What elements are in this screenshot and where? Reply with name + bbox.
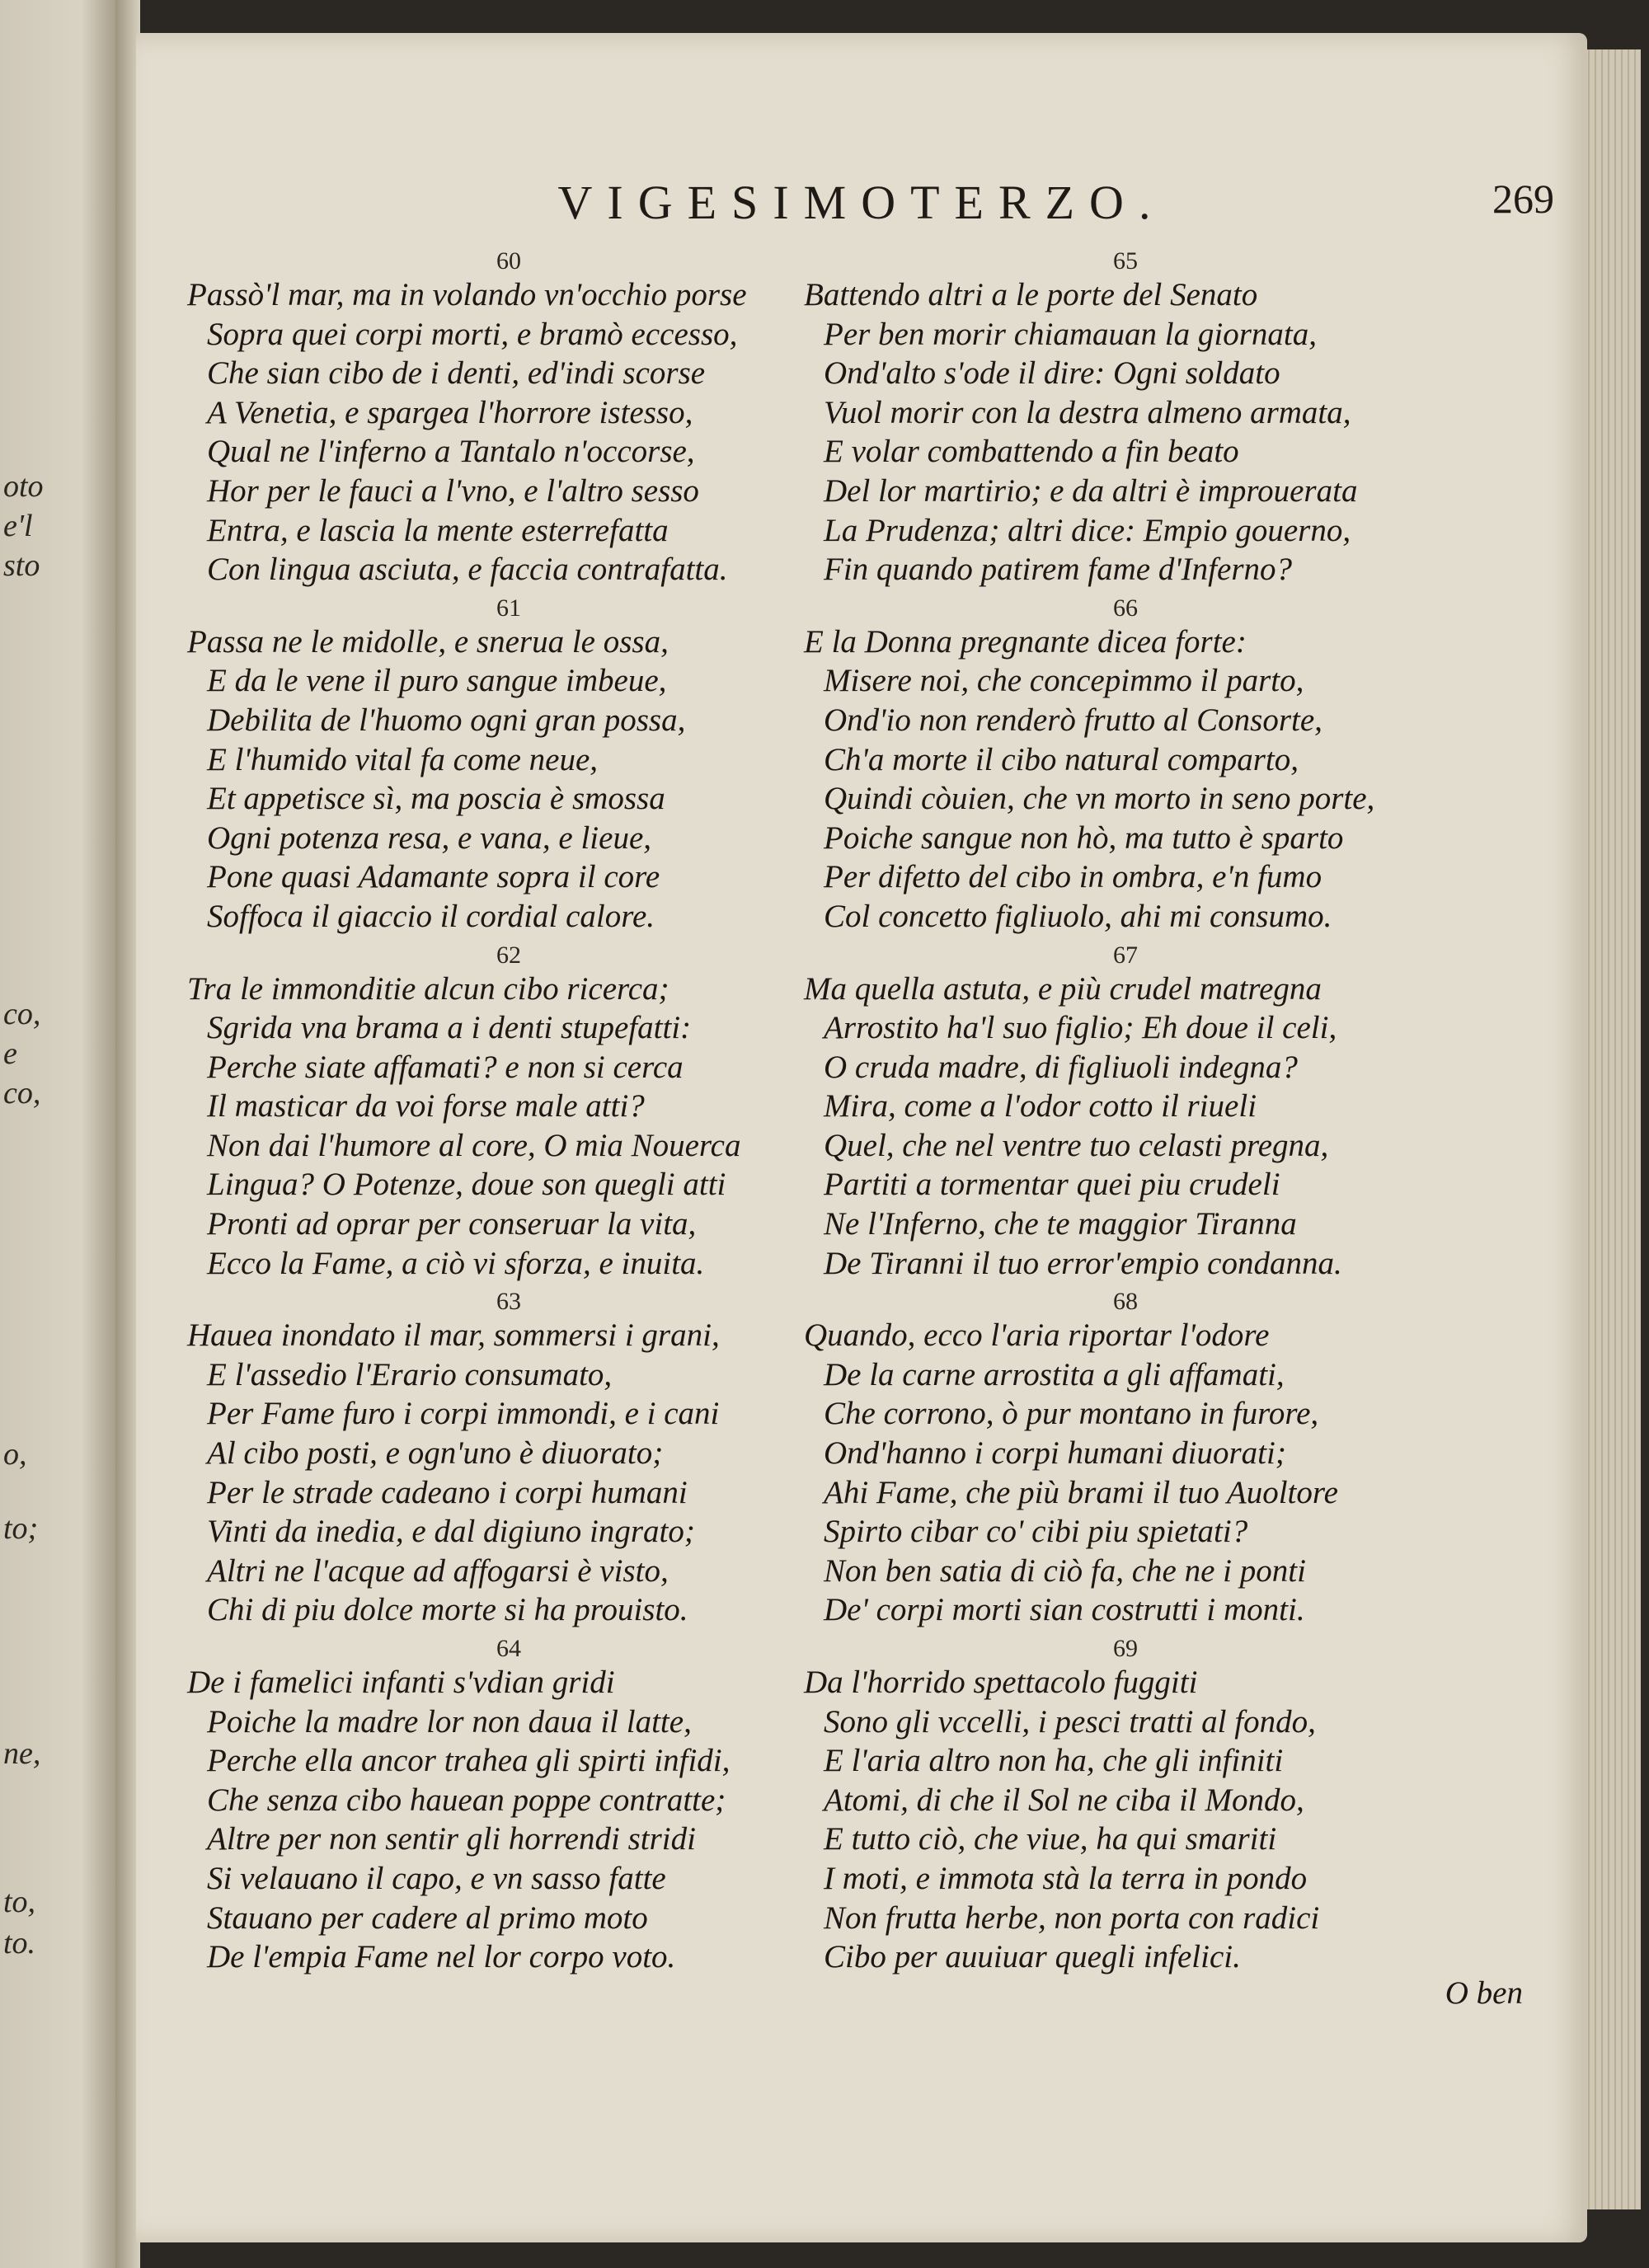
verse-line: Entra, e lascia la mente esterrefatta bbox=[207, 512, 669, 548]
verse-line: Ne l'Inferno, che te maggior Tiranna bbox=[824, 1206, 1297, 1242]
verse-line: Pone quasi Adamante sopra il core bbox=[207, 859, 660, 895]
facing-page-fragment: sto bbox=[3, 548, 40, 583]
verse-line: Per difetto del cibo in ombra, e'n fumo bbox=[824, 859, 1322, 895]
verse-line: Che sian cibo de i denti, ed'indi scorse bbox=[207, 355, 706, 392]
verse-line: Misere noi, che concepimmo il parto, bbox=[824, 663, 1304, 699]
verse-line: Il masticar da voi forse male atti? bbox=[207, 1088, 645, 1125]
catchword: O ben bbox=[1445, 1975, 1523, 2011]
verse-line: Sgrida vna brama a i denti stupefatti: bbox=[207, 1010, 692, 1046]
verse-line: Ch'a morte il cibo natural comparto, bbox=[824, 741, 1299, 777]
verse-line: Partiti a tormentar quei piu crudeli bbox=[824, 1167, 1280, 1203]
verse-line: Non frutta herbe, non porta con radici bbox=[824, 1899, 1320, 1936]
verse-line: Per le strade cadeano i corpi humani bbox=[207, 1474, 688, 1510]
verse-line: Cibo per auuiuar quegli infelici. bbox=[824, 1939, 1241, 1975]
verse-line: O cruda madre, di figliuoli indegna? bbox=[824, 1049, 1298, 1085]
facing-page-fragment: to; bbox=[3, 1511, 39, 1546]
verse-line: Passò'l mar, ma in volando vn'occhio porse bbox=[187, 277, 747, 312]
verse-line: Chi di piu dolce morte si ha prouisto. bbox=[207, 1592, 688, 1628]
stanza-number: 66 bbox=[1113, 594, 1138, 622]
verse-line: Quel, che nel ventre tuo celasti pregna, bbox=[824, 1127, 1329, 1163]
verse-line: Atomi, di che il Sol ne ciba il Mondo, bbox=[824, 1782, 1304, 1818]
verse-line: De la carne arrostita a gli affamati, bbox=[824, 1356, 1285, 1392]
verse-line: Per ben morir chiamauan la giornata, bbox=[824, 316, 1317, 352]
verse-line: De l'empia Fame nel lor corpo voto. bbox=[207, 1939, 676, 1975]
stanza bbox=[187, 941, 830, 1284]
left-column bbox=[187, 247, 830, 1982]
verse-line: Soffoca il giaccio il cordial calore. bbox=[207, 898, 655, 934]
verse-line: Ma quella astuta, e più crudel matregna bbox=[804, 970, 1322, 1007]
verse-line: La Prudenza; altri dice: Empio gouerno, bbox=[824, 512, 1351, 548]
verse-line: Quando, ecco l'aria riportar l'odore bbox=[804, 1317, 1270, 1354]
verse-line: Debilita de l'huomo ogni gran possa, bbox=[207, 702, 686, 738]
verse-line: De Tiranni il tuo error'empio condanna. bbox=[824, 1245, 1342, 1281]
stanza bbox=[187, 1288, 830, 1630]
verse-line: E l'assedio l'Erario consumato, bbox=[207, 1356, 613, 1392]
verse-line: Sopra quei corpi morti, e bramò eccesso, bbox=[207, 316, 738, 352]
stanza-number: 64 bbox=[496, 1635, 521, 1662]
stanza bbox=[187, 594, 830, 937]
stanza bbox=[804, 1635, 1447, 1977]
verse-line: Tra le immonditie alcun cibo ricerca; bbox=[187, 970, 669, 1007]
verse-line: Sono gli vccelli, i pesci tratti al fondo, bbox=[824, 1703, 1316, 1740]
verse-line: Ahi Fame, che più brami il tuo Auoltore bbox=[824, 1474, 1338, 1510]
stanza-number: 67 bbox=[1113, 941, 1138, 969]
facing-page-fragment: o, bbox=[3, 1437, 27, 1472]
facing-page-fragment: to, bbox=[3, 1885, 36, 1919]
verse-line: Battendo altri a le porte del Senato bbox=[804, 277, 1258, 312]
verse-line: Altri ne l'acque ad affogarsi è visto, bbox=[207, 1552, 669, 1589]
facing-page-edge bbox=[0, 0, 115, 2268]
verse-line: Perche siate affamati? e non si cerca bbox=[207, 1049, 684, 1085]
verse-line: Ond'hanno i corpi humani diuorati; bbox=[824, 1435, 1286, 1472]
verse-line: Ond'alto s'ode il dire: Ogni soldato bbox=[824, 355, 1280, 392]
verse-line: Qual ne l'inferno a Tantalo n'occorse, bbox=[207, 434, 695, 470]
verse-line: Col concetto figliuolo, ahi mi consumo. bbox=[824, 898, 1332, 934]
stanza-number: 60 bbox=[496, 247, 521, 275]
facing-page-fragment: e bbox=[3, 1036, 17, 1071]
verse-line: Quindi còuien, che vn morto in seno porte, bbox=[824, 781, 1375, 817]
verse-line: Fin quando patirem fame d'Inferno? bbox=[824, 552, 1292, 588]
verse-line: E tutto ciò, che viue, ha qui smariti bbox=[824, 1821, 1277, 1857]
verse-line: Poiche la madre lor non daua il latte, bbox=[207, 1703, 692, 1740]
verse-line: De i famelici infanti s'vdian gridi bbox=[187, 1665, 615, 1700]
verse-line: Lingua? O Potenze, doue son quegli atti bbox=[207, 1167, 726, 1203]
verse-line: Con lingua asciuta, e faccia contrafatta. bbox=[207, 552, 728, 588]
verse-line: Hor per le fauci a l'vno, e l'altro sesso bbox=[207, 472, 699, 509]
page-number: 269 bbox=[1492, 176, 1554, 222]
verse-line: E la Donna pregnante dicea forte: bbox=[804, 623, 1247, 660]
verse-line: Per Fame furo i corpi immondi, e i cani bbox=[207, 1396, 720, 1432]
stanza-number: 69 bbox=[1113, 1635, 1138, 1662]
page-fore-edge bbox=[1583, 49, 1641, 2209]
stanza-number: 63 bbox=[496, 1288, 521, 1316]
stanza bbox=[187, 1635, 830, 1977]
verse-line: Non ben satia di ciò fa, che ne i ponti bbox=[824, 1552, 1306, 1589]
stanza bbox=[804, 594, 1447, 937]
verse-line: Stauano per cadere al primo moto bbox=[207, 1899, 648, 1936]
verse-line: Pronti ad oprar per conseruar la vita, bbox=[207, 1206, 697, 1242]
stanza bbox=[804, 1288, 1447, 1630]
verse-line: E l'humido vital fa come neue, bbox=[207, 741, 599, 777]
verse-line: Ogni potenza resa, e vana, e lieue, bbox=[207, 819, 652, 856]
stanza bbox=[187, 247, 830, 589]
verse-line: Ond'io non renderò frutto al Consorte, bbox=[824, 702, 1322, 738]
verse-line: De' corpi morti sian costrutti i monti. bbox=[824, 1592, 1305, 1628]
stanza-number: 68 bbox=[1113, 1288, 1138, 1316]
verse-line: E da le vene il puro sangue imbeue, bbox=[207, 663, 667, 699]
facing-page-fragment: ne, bbox=[3, 1736, 41, 1771]
verse-line: Spirto cibar co' cibi piu spietati? bbox=[824, 1514, 1248, 1550]
verse-line: Ecco la Fame, a ciò vi sforza, e inuita. bbox=[207, 1245, 705, 1281]
verse-line: Passa ne le midolle, e snerua le ossa, bbox=[187, 623, 669, 660]
book-page bbox=[136, 33, 1587, 2242]
verse-line: Che corrono, ò pur montano in furore, bbox=[824, 1396, 1319, 1432]
verse-line: Si velauano il capo, e vn sasso fatte bbox=[207, 1860, 666, 1896]
verse-line: Hauea inondato il mar, sommersi i grani, bbox=[187, 1317, 720, 1354]
facing-page-fragment: to. bbox=[3, 1926, 36, 1960]
verse-line: E l'aria altro non ha, che gli infiniti bbox=[824, 1743, 1284, 1779]
verse-line: Non dai l'humore al core, O mia Nouerca bbox=[207, 1127, 741, 1163]
verse-line: Al cibo posti, e ogn'uno è diuorato; bbox=[207, 1435, 664, 1472]
verse-line: Vinti da inedia, e dal digiuno ingrato; bbox=[207, 1514, 695, 1550]
facing-page-fragment: e'l bbox=[3, 509, 33, 543]
stanza bbox=[804, 247, 1447, 589]
verse-line: Vuol morir con la destra almeno armata, bbox=[824, 394, 1351, 430]
stanza bbox=[804, 941, 1447, 1284]
facing-page-fragment: oto bbox=[3, 469, 44, 504]
stanza-number: 61 bbox=[496, 594, 521, 622]
right-column bbox=[804, 247, 1447, 1982]
facing-page-fragment: co, bbox=[3, 1076, 41, 1111]
stanza-number: 62 bbox=[496, 941, 521, 969]
verse-line: Arrostito ha'l suo figlio; Eh doue il celi, bbox=[824, 1010, 1337, 1046]
verse-line: Poiche sangue non hò, ma tutto è sparto bbox=[824, 819, 1344, 856]
verse-line: Et appetisce sì, ma poscia è smossa bbox=[207, 781, 665, 817]
verse-line: Da l'horrido spettacolo fuggiti bbox=[804, 1665, 1198, 1700]
verse-line: A Venetia, e spargea l'horrore istesso, bbox=[207, 394, 693, 430]
running-head: VIGESIMOTERZO. bbox=[557, 176, 1166, 229]
verse-line: Altre per non sentir gli horrendi stridi bbox=[207, 1821, 696, 1857]
verse-line: I moti, e immota stà la terra in pondo bbox=[824, 1860, 1308, 1896]
verse-line: Che senza cibo hauean poppe contratte; bbox=[207, 1782, 726, 1818]
verse-line: Mira, come a l'odor cotto il riueli bbox=[824, 1088, 1257, 1125]
stanza-number: 65 bbox=[1113, 247, 1138, 275]
verse-line: E volar combattendo a fin beato bbox=[824, 434, 1239, 470]
verse-line: Perche ella ancor trahea gli spirti infidi, bbox=[207, 1743, 731, 1779]
verse-line: Del lor martirio; e da altri è improuerata bbox=[824, 472, 1358, 509]
facing-page-fragment: co, bbox=[3, 997, 41, 1031]
